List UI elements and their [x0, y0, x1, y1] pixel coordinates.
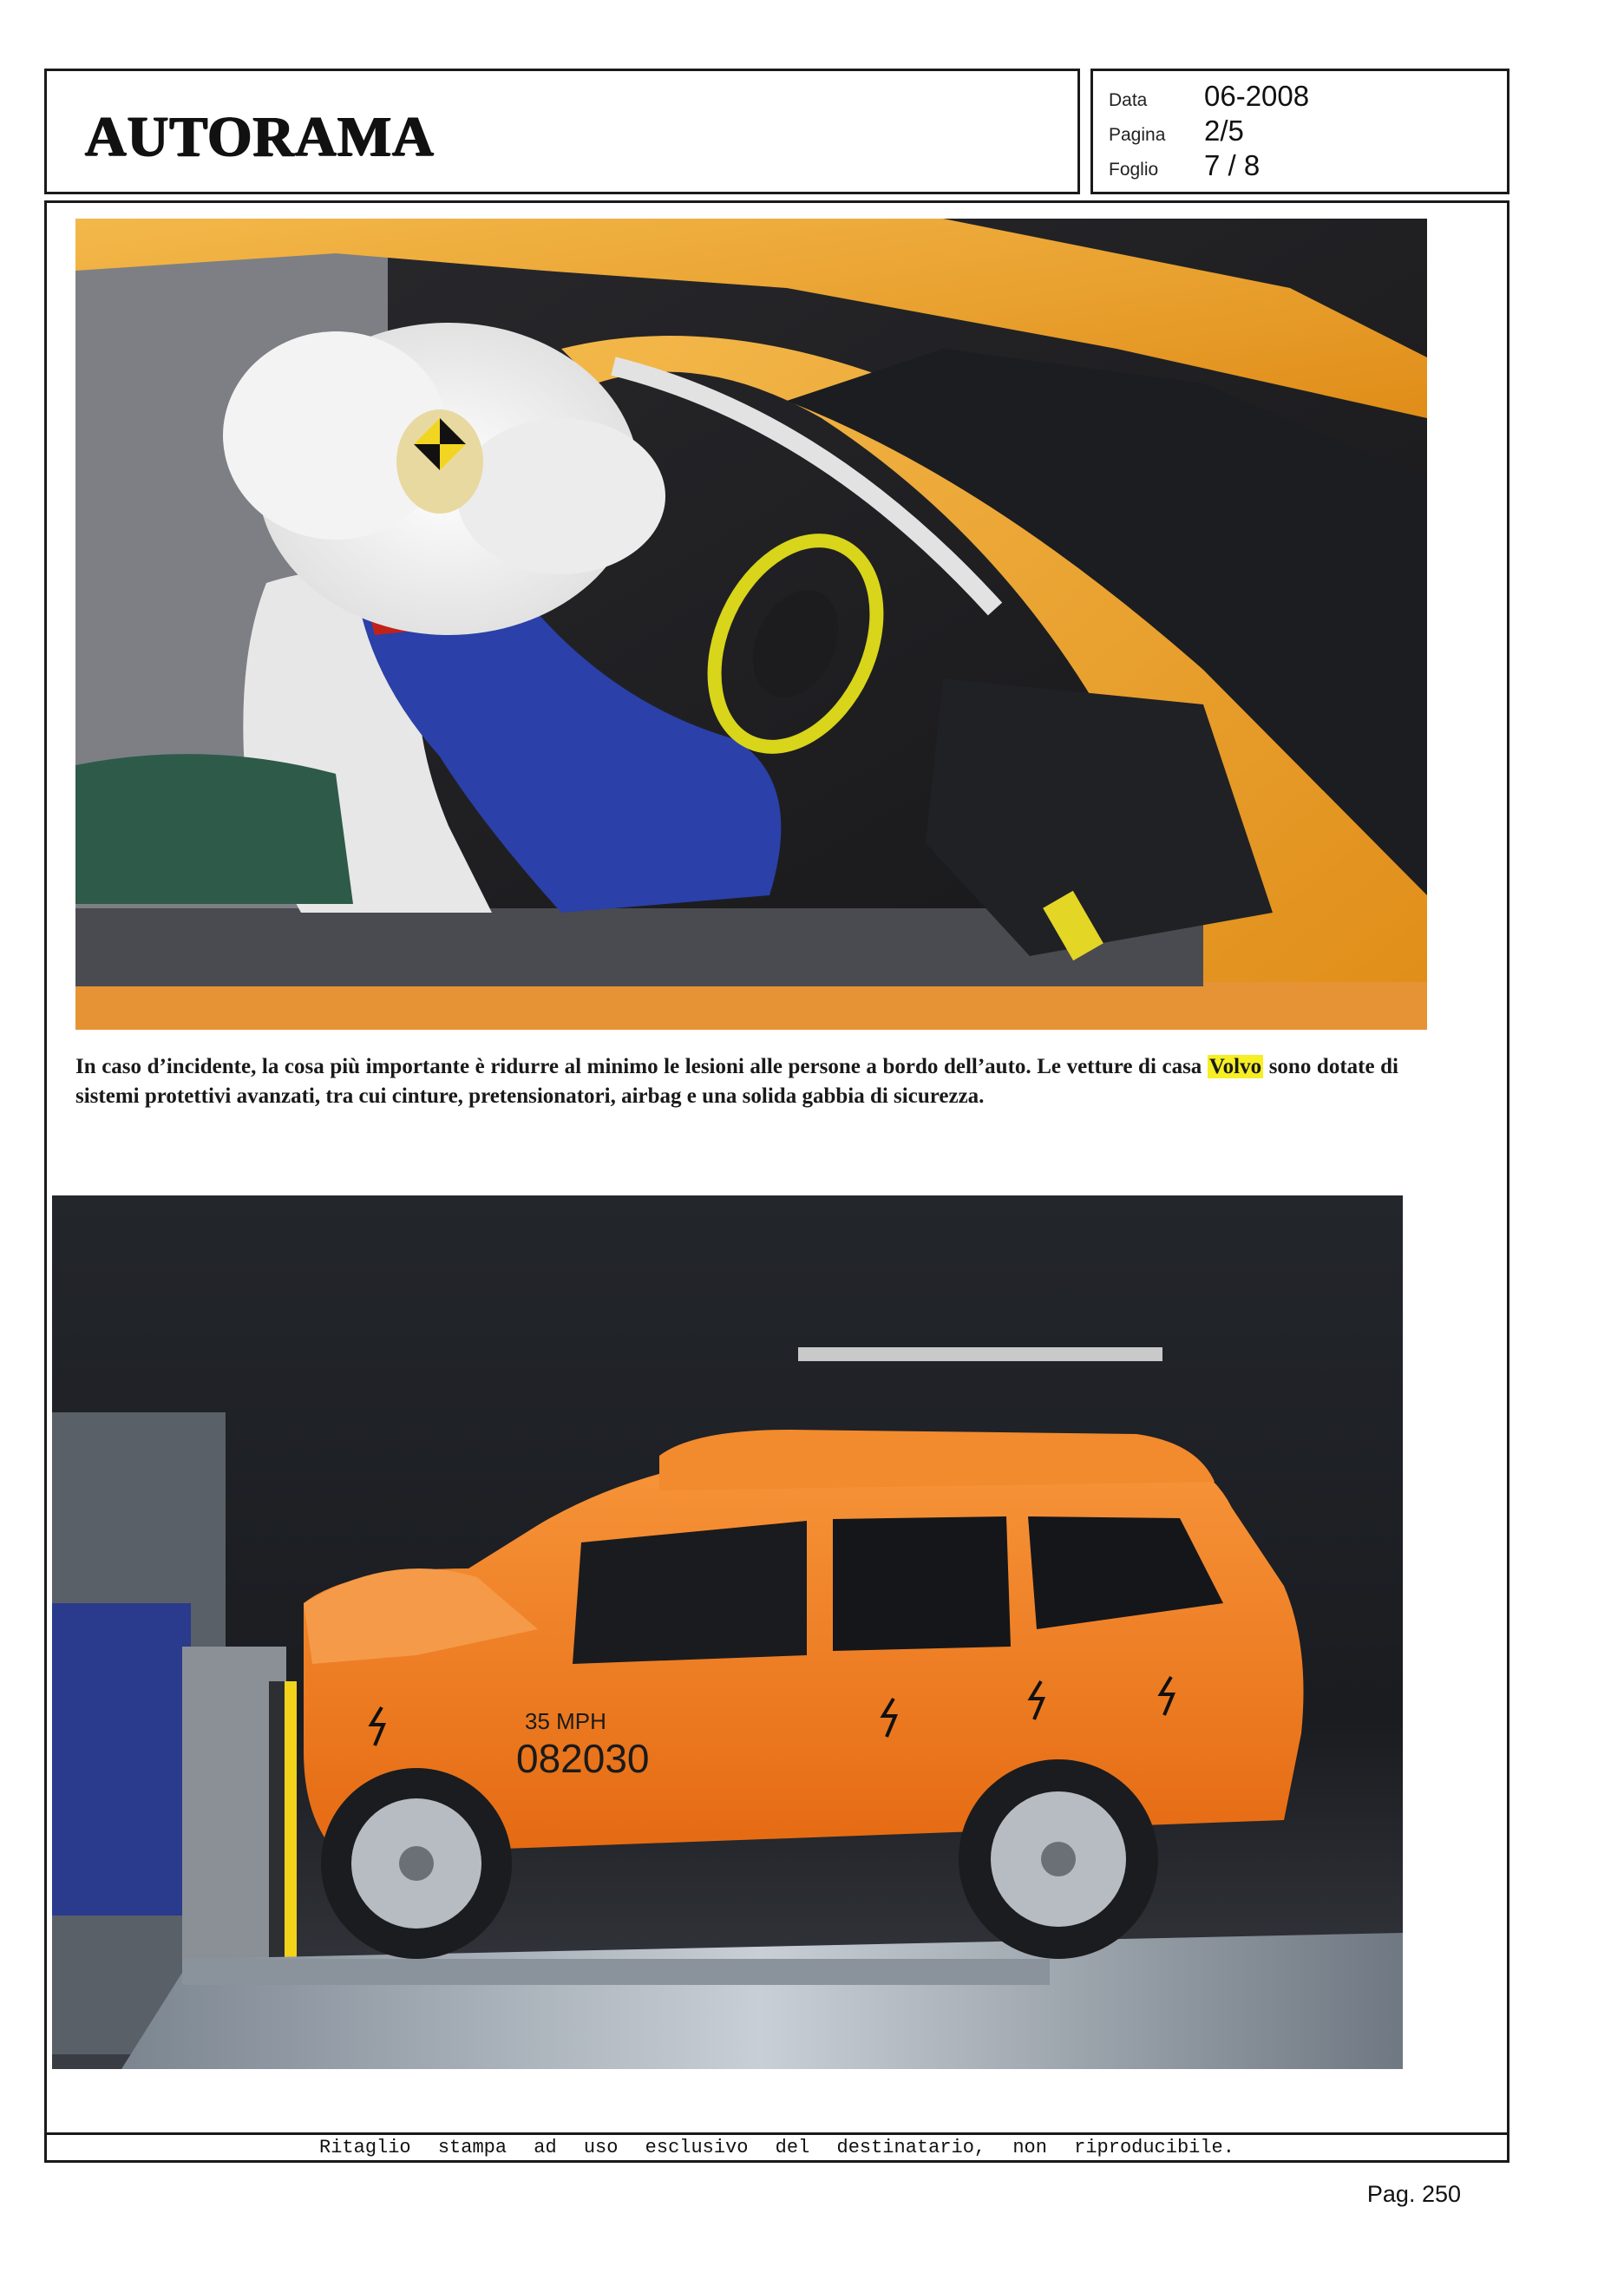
meta-foglio-value: 7 / 8 — [1204, 149, 1261, 181]
footer-notice: Ritaglio stampa ad uso esclusivo del destinatario, non riproducibile. — [319, 2137, 1234, 2158]
meta-pagina-row — [1109, 115, 1244, 147]
car-test-number: 082030 — [516, 1736, 650, 1781]
car-speed-label: 35 MPH — [525, 1708, 606, 1734]
meta-foglio-label: Foglio — [1109, 160, 1159, 180]
masthead-box — [44, 69, 1080, 194]
meta-pagina-value: 2/5 — [1204, 115, 1244, 147]
caption-text-start: In caso d’incidente, la cosa più importante è ridurre al minimo le lesioni alle persone a bordo dell’auto. Le vetture di casa — [75, 1055, 1208, 1078]
meta-data-label: Data — [1109, 90, 1148, 110]
photo-exterior-crash-illustration — [52, 1195, 1403, 2069]
page-number: Pag. 250 — [1366, 2181, 1461, 2207]
photo-caption — [75, 1052, 1398, 1111]
masthead-logo: AUTORAMA — [85, 105, 435, 168]
footer-rule — [44, 2132, 1509, 2135]
caption-text-end: sono dotate di sistemi protettivi avanzati, tra cui cinture, pretensionatori, airbag e una solida gabbia di sicurezza. — [75, 1055, 1398, 1108]
photo-interior-crash-illustration — [75, 219, 1427, 1030]
caption-highlight-volvo: Volvo — [1208, 1055, 1262, 1078]
meta-box — [1090, 69, 1509, 194]
photo-interior-crash — [75, 219, 1427, 1030]
meta-foglio-row — [1109, 149, 1260, 182]
meta-pagina-label: Pagina — [1109, 125, 1166, 145]
meta-data-value: 06-2008 — [1204, 80, 1310, 112]
meta-data-row — [1109, 80, 1309, 113]
photo-exterior-crash — [52, 1195, 1403, 2069]
